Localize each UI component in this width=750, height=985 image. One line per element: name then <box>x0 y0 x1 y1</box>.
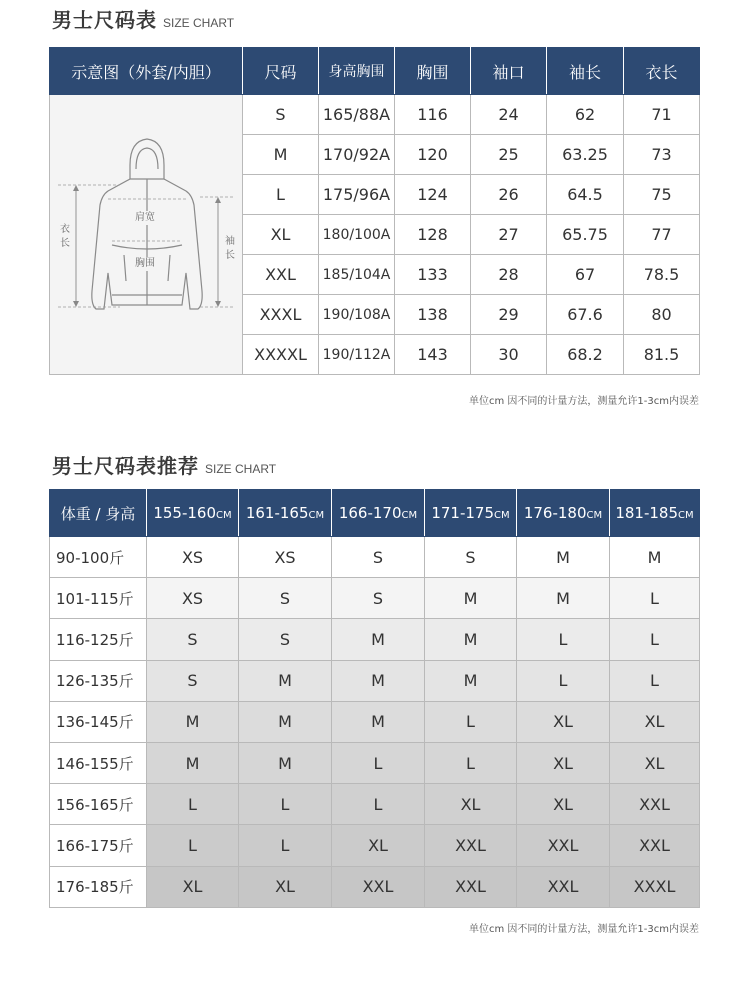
header-length: 衣长 <box>624 48 700 95</box>
recommended-size-cell: M <box>425 578 517 619</box>
header-unit-text: CM <box>401 510 418 521</box>
size-chart-cell: S <box>243 95 319 135</box>
size-chart-cell: 77 <box>624 215 700 255</box>
diagram-label-length: 衣长 <box>60 224 70 249</box>
recommended-size-cell: M <box>147 742 239 783</box>
weight-range-cell: 126-135斤 <box>50 660 147 701</box>
recommended-size-cell: XS <box>147 537 239 578</box>
size-chart-cell: XXXL <box>243 295 319 335</box>
weight-range-cell: 136-145斤 <box>50 701 147 742</box>
weight-range-cell: 146-155斤 <box>50 742 147 783</box>
recommended-size-cell: XXL <box>332 866 425 907</box>
recommended-size-cell: M <box>425 619 517 660</box>
recommended-size-cell: L <box>425 742 517 783</box>
recommend-chart-table <box>49 489 700 908</box>
size-chart-cell: 67.6 <box>547 295 624 335</box>
header-diagram: 示意图（外套/内胆） <box>50 48 243 95</box>
diagram-label-shoulder: 肩宽 <box>135 212 155 223</box>
recommend-chart-title-zh: 男士尺码表推荐 <box>52 454 199 478</box>
recommended-size-cell: M <box>147 701 239 742</box>
header-height-range <box>425 490 517 537</box>
size-chart-table <box>49 47 700 375</box>
recommended-size-cell: S <box>425 537 517 578</box>
size-chart-cell: 120 <box>395 135 471 175</box>
size-chart-cell: XL <box>243 215 319 255</box>
recommend-chart-row <box>50 578 700 619</box>
weight-range-cell: 101-115斤 <box>50 578 147 619</box>
header-height-range <box>610 490 700 537</box>
recommended-size-cell: XL <box>517 701 610 742</box>
size-chart-cell: 124 <box>395 175 471 215</box>
header-unit-text: CM <box>494 510 510 521</box>
size-chart-cell: 138 <box>395 295 471 335</box>
recommended-size-cell: XXL <box>610 784 700 825</box>
header-main-text: 176-180 <box>523 504 587 522</box>
header-height-range <box>517 490 610 537</box>
recommend-chart-row <box>50 742 700 783</box>
recommended-size-cell: S <box>239 619 332 660</box>
size-chart-cell: 190/112A <box>319 335 395 375</box>
size-chart-cell: XXL <box>243 255 319 295</box>
recommended-size-cell: L <box>425 701 517 742</box>
size-chart-cell: 175/96A <box>319 175 395 215</box>
recommended-size-cell: XL <box>147 866 239 907</box>
header-main-text: 181-185 <box>615 504 679 522</box>
recommended-size-cell: XXXL <box>610 866 700 907</box>
size-chart-cell: M <box>243 135 319 175</box>
header-height-range <box>147 490 239 537</box>
recommend-chart-note: 单位cm 因不同的计量方法，测量允许1-3cm内误差 <box>469 924 699 935</box>
size-chart-cell: 143 <box>395 335 471 375</box>
recommend-chart-header-row <box>50 490 700 537</box>
recommended-size-cell: S <box>239 578 332 619</box>
recommended-size-cell: XL <box>517 784 610 825</box>
size-chart-cell: 63.25 <box>547 135 624 175</box>
header-main-text: 161-165 <box>245 504 309 522</box>
size-chart-cell: 73 <box>624 135 700 175</box>
size-chart-cell: XXXXL <box>243 335 319 375</box>
size-chart-title <box>52 4 234 33</box>
recommended-size-cell: L <box>332 784 425 825</box>
header-unit-text: CM <box>308 510 325 521</box>
header-unit-text: CM <box>586 510 603 521</box>
jacket-diagram-cell <box>50 95 243 375</box>
size-chart-row <box>50 95 700 135</box>
size-chart-cell: 128 <box>395 215 471 255</box>
diagram-label-chest: 胸围 <box>135 258 155 269</box>
recommended-size-cell: L <box>610 660 700 701</box>
recommended-size-cell: M <box>239 742 332 783</box>
recommend-chart-title-en: SIZE CHART <box>205 462 277 476</box>
header-size: 尺码 <box>243 48 319 95</box>
header-main-text: 体重 / 身高 <box>60 504 136 523</box>
recommended-size-cell: XS <box>239 537 332 578</box>
size-chart-cell: 133 <box>395 255 471 295</box>
recommended-size-cell: L <box>332 742 425 783</box>
header-main-text: 171-175 <box>431 504 495 522</box>
size-chart-cell: 62 <box>547 95 624 135</box>
recommended-size-cell: S <box>147 619 239 660</box>
header-unit-text: CM <box>678 510 694 521</box>
recommended-size-cell: XL <box>610 701 700 742</box>
recommended-size-cell: M <box>610 537 700 578</box>
recommended-size-cell: L <box>147 784 239 825</box>
recommended-size-cell: L <box>517 619 610 660</box>
recommend-chart-title <box>52 450 276 479</box>
weight-range-cell: 116-125斤 <box>50 619 147 660</box>
header-height-chest: 身高胸围 <box>319 48 395 95</box>
size-chart-cell: L <box>243 175 319 215</box>
recommended-size-cell: XXL <box>517 825 610 866</box>
recommend-chart-row <box>50 660 700 701</box>
recommend-chart-row <box>50 825 700 866</box>
size-chart-cell: 27 <box>471 215 547 255</box>
size-chart-cell: 29 <box>471 295 547 335</box>
recommended-size-cell: XL <box>332 825 425 866</box>
weight-range-cell: 166-175斤 <box>50 825 147 866</box>
size-chart-cell: 75 <box>624 175 700 215</box>
recommend-chart-row <box>50 784 700 825</box>
recommended-size-cell: S <box>147 660 239 701</box>
header-height-range <box>332 490 425 537</box>
recommended-size-cell: XXL <box>610 825 700 866</box>
size-chart-cell: 165/88A <box>319 95 395 135</box>
size-chart-cell: 28 <box>471 255 547 295</box>
size-chart-cell: 67 <box>547 255 624 295</box>
size-chart-cell: 190/108A <box>319 295 395 335</box>
recommended-size-cell: L <box>517 660 610 701</box>
weight-range-cell: 90-100斤 <box>50 537 147 578</box>
recommended-size-cell: M <box>517 578 610 619</box>
size-chart-cell: 185/104A <box>319 255 395 295</box>
header-weight-height <box>50 490 147 537</box>
recommended-size-cell: M <box>239 660 332 701</box>
size-chart-cell: 116 <box>395 95 471 135</box>
recommended-size-cell: M <box>517 537 610 578</box>
header-height-range <box>239 490 332 537</box>
size-chart-cell: 64.5 <box>547 175 624 215</box>
header-chest: 胸围 <box>395 48 471 95</box>
recommended-size-cell: L <box>239 784 332 825</box>
header-main-text: 155-160 <box>153 504 217 522</box>
recommend-chart-row <box>50 619 700 660</box>
size-chart-note: 单位cm 因不同的计量方法，测量允许1-3cm内误差 <box>469 396 699 407</box>
recommended-size-cell: M <box>425 660 517 701</box>
recommended-size-cell: L <box>239 825 332 866</box>
size-chart-cell: 180/100A <box>319 215 395 255</box>
recommended-size-cell: XL <box>517 742 610 783</box>
recommend-chart-row <box>50 537 700 578</box>
size-chart-cell: 24 <box>471 95 547 135</box>
size-chart-header-row <box>50 48 700 95</box>
recommended-size-cell: L <box>610 578 700 619</box>
recommended-size-cell: M <box>332 619 425 660</box>
recommended-size-cell: XXL <box>425 825 517 866</box>
weight-range-cell: 156-165斤 <box>50 784 147 825</box>
size-chart-cell: 81.5 <box>624 335 700 375</box>
header-main-text: 166-170 <box>338 504 402 522</box>
weight-range-cell: 176-185斤 <box>50 866 147 907</box>
size-chart-cell: 26 <box>471 175 547 215</box>
jacket-diagram-icon <box>50 95 243 370</box>
recommended-size-cell: L <box>610 619 700 660</box>
size-chart-cell: 80 <box>624 295 700 335</box>
recommended-size-cell: L <box>147 825 239 866</box>
recommended-size-cell: S <box>332 578 425 619</box>
recommended-size-cell: XL <box>425 784 517 825</box>
size-chart-title-en: SIZE CHART <box>163 16 235 30</box>
recommended-size-cell: M <box>332 701 425 742</box>
size-chart-cell: 170/92A <box>319 135 395 175</box>
header-unit-text: CM <box>216 510 232 521</box>
recommended-size-cell: S <box>332 537 425 578</box>
size-chart-cell: 25 <box>471 135 547 175</box>
size-chart-cell: 65.75 <box>547 215 624 255</box>
size-chart-cell: 71 <box>624 95 700 135</box>
size-chart-cell: 68.2 <box>547 335 624 375</box>
recommended-size-cell: XL <box>610 742 700 783</box>
header-sleeve: 袖长 <box>547 48 624 95</box>
recommended-size-cell: M <box>239 701 332 742</box>
header-cuff: 袖口 <box>471 48 547 95</box>
recommend-chart-row <box>50 866 700 907</box>
size-chart-cell: 78.5 <box>624 255 700 295</box>
recommended-size-cell: M <box>332 660 425 701</box>
diagram-label-sleeve: 袖长 <box>225 236 235 261</box>
recommended-size-cell: XXL <box>425 866 517 907</box>
recommended-size-cell: XXL <box>517 866 610 907</box>
size-chart-cell: 30 <box>471 335 547 375</box>
size-chart-title-zh: 男士尺码表 <box>52 8 157 32</box>
recommended-size-cell: XL <box>239 866 332 907</box>
recommend-chart-row <box>50 701 700 742</box>
recommended-size-cell: XS <box>147 578 239 619</box>
